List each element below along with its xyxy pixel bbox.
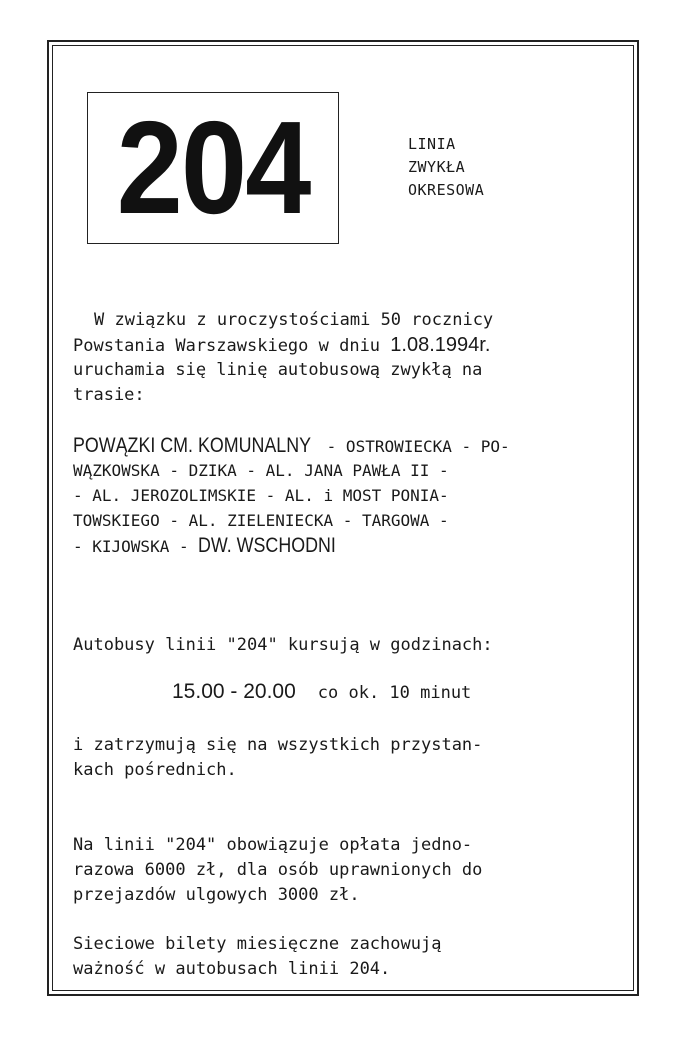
intro-paragraph-cont [73,333,593,408]
fares-line: razowa 6000 zł, dla osób uprawnionych do [73,860,483,880]
line-type-word: OKRESOWA [408,181,485,199]
line-type-label [408,133,484,202]
intro-line: W związku z uroczystościami 50 rocznicy [94,310,494,330]
intro-paragraph [94,308,614,333]
fares-line: Na linii "204" obowiązuje opłata jedno- [73,835,473,855]
event-date: 1.08.1994r. [390,334,491,356]
route-line: - AL. JEROZOLIMSKIE - AL. i MOST PONIA- [73,486,449,505]
tickets-paragraph [73,932,593,982]
stops-line: kach pośrednich. [73,760,237,780]
fares-paragraph [73,833,593,908]
route-line: POWĄZKI CM. KOMUNALNY - OSTROWIECKA - PO- [73,434,510,457]
route-start: POWĄZKI CM. KOMUNALNY [73,434,312,457]
line-type-word: ZWYKŁA [408,158,466,176]
line-type-word: LINIA [408,135,456,153]
line-number-box [87,92,339,244]
intro-line: Powstania Warszawskiego w dniu 1.08.1994r. [73,334,491,356]
fares-line: przejazdów ulgowych 3000 zł. [73,885,360,905]
route-line: - KIJOWSKA - DW. WSCHODNI [73,534,337,557]
route-line: WĄZKOWSKA - DZIKA - AL. JANA PAWŁA II - [73,461,449,480]
route-end: DW. WSCHODNI [198,534,337,557]
stops-paragraph [73,733,593,783]
tickets-line: Sieciowe bilety miesięczne zachowują [73,934,442,954]
tickets-line: ważność w autobusach linii 204. [73,959,391,979]
frequency: co ok. 10 minut [317,683,472,703]
intro-line: uruchamia się linię autobusową zwykłą na [73,360,483,380]
schedule-hours [172,680,471,704]
line-number: 204 [116,94,310,241]
time-range: 15.00 - 20.00 [172,680,296,703]
intro-line: trasie: [73,385,145,405]
route-description [73,433,593,558]
stops-line: i zatrzymują się na wszystkich przystan- [73,735,483,755]
route-line: TOWSKIEGO - AL. ZIELENIECKA - TARGOWA - [73,511,449,530]
schedule-intro: Autobusy linii "204" kursują w godzinach: [73,635,493,655]
